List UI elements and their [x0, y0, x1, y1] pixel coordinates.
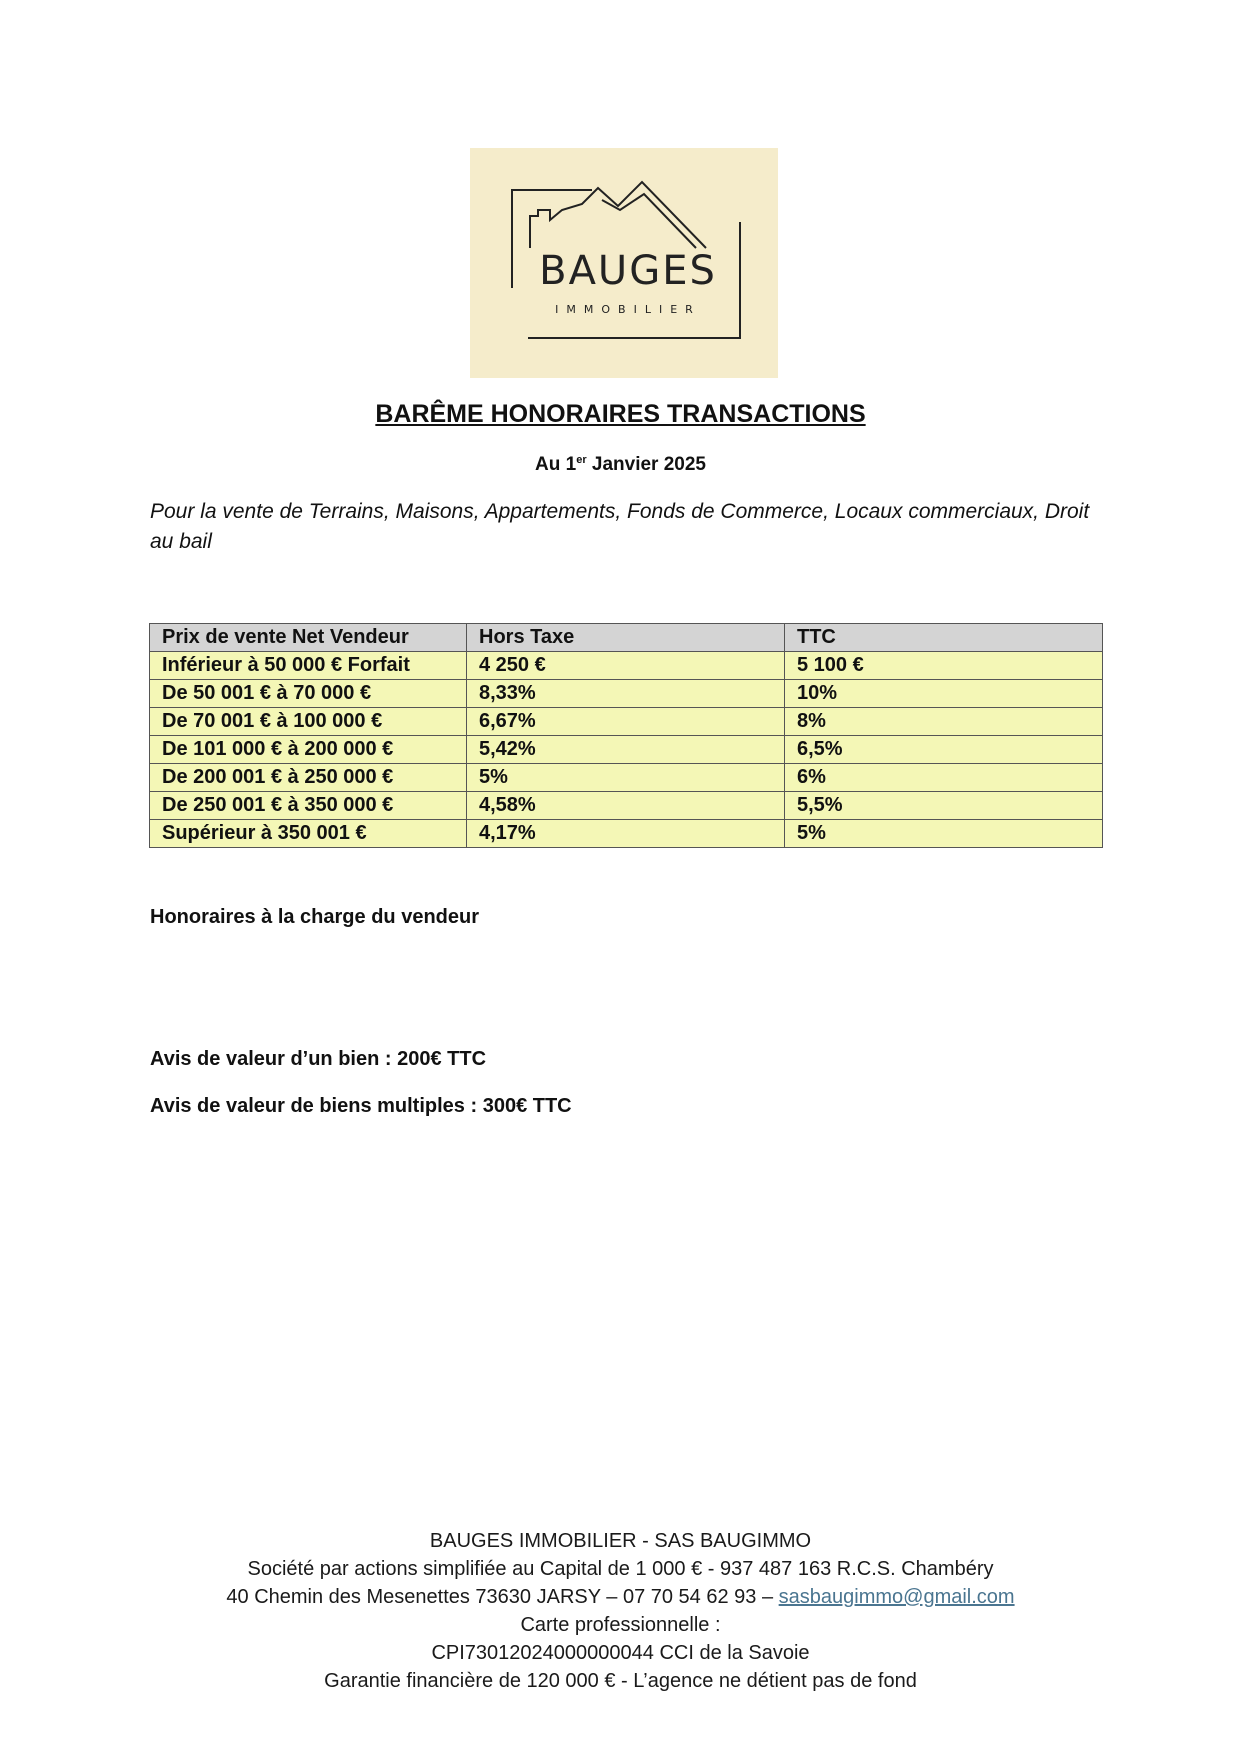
ttc-cell: 6%: [785, 764, 1103, 792]
footer-guarantee: Garantie financière de 120 000 € - L’agence ne détient pas de fond: [324, 1670, 917, 1692]
footer-card-number: CPI73012024000000044 CCI de la Savoie: [431, 1642, 810, 1664]
header-ht: Hors Taxe: [467, 624, 785, 652]
table-row: [150, 680, 1103, 708]
table-header-row: [150, 624, 1103, 652]
ttc-cell: 5 100 €: [785, 652, 1103, 680]
price-cell: De 200 001 € à 250 000 €: [150, 764, 467, 792]
ttc-cell: 6,5%: [785, 736, 1103, 764]
table-row: [150, 736, 1103, 764]
footer-company: BAUGES IMMOBILIER - SAS BAUGIMMO: [429, 1530, 812, 1552]
fee-table: [149, 623, 1103, 848]
price-cell: Inférieur à 50 000 € Forfait: [150, 652, 467, 680]
footer-address-text: 40 Chemin des Mesenettes 73630 JARSY – 07 70 54 62 93 –: [226, 1586, 779, 1608]
ttc-cell: 10%: [785, 680, 1103, 708]
intro-text: Pour la vente de Terrains, Maisons, Appartements, Fonds de Commerce, Locaux commerciaux, Droit au bail: [150, 500, 1090, 553]
price-cell: De 250 001 € à 350 000 €: [150, 792, 467, 820]
ht-cell: 5,42%: [467, 736, 785, 764]
date-sup: er: [576, 454, 587, 466]
date-suffix: Janvier 2025: [586, 454, 706, 475]
ht-cell: 4,17%: [467, 820, 785, 848]
charge-note: Honoraires à la charge du vendeur: [150, 906, 479, 928]
page-footer: [0, 1527, 1241, 1695]
price-cell: Supérieur à 350 001 €: [150, 820, 467, 848]
ht-cell: 8,33%: [467, 680, 785, 708]
header-ttc: TTC: [785, 624, 1103, 652]
price-cell: De 70 001 € à 100 000 €: [150, 708, 467, 736]
logo-subtitle: IMMOBILIER: [555, 303, 701, 316]
ttc-cell: 8%: [785, 708, 1103, 736]
footer-legal: Société par actions simplifiée au Capital de 1 000 € - 937 487 163 R.C.S. Chambéry: [247, 1558, 994, 1580]
ht-cell: 5%: [467, 764, 785, 792]
footer-address: [0, 1583, 1241, 1611]
table-row: [150, 708, 1103, 736]
ht-cell: 4 250 €: [467, 652, 785, 680]
email-link[interactable]: sasbaugimmo@gmail.com: [778, 1586, 1015, 1608]
ht-cell: 6,67%: [467, 708, 785, 736]
company-logo: [470, 148, 778, 378]
table-row: [150, 820, 1103, 848]
avis-single-note: Avis de valeur d’un bien : 200€ TTC: [150, 1048, 487, 1070]
effective-date: [0, 454, 1241, 476]
header-price: Prix de vente Net Vendeur: [150, 624, 467, 652]
footer-card-label: Carte professionnelle :: [520, 1614, 721, 1636]
price-cell: De 50 001 € à 70 000 €: [150, 680, 467, 708]
ht-cell: 4,58%: [467, 792, 785, 820]
table-row: [150, 792, 1103, 820]
logo-name: BAUGES: [539, 248, 717, 294]
ttc-cell: 5,5%: [785, 792, 1103, 820]
table-row: [150, 764, 1103, 792]
ttc-cell: 5%: [785, 820, 1103, 848]
table-row: [150, 652, 1103, 680]
page-title: BARÊME HONORAIRES TRANSACTIONS: [375, 400, 866, 428]
avis-multiple-note: Avis de valeur de biens multiples : 300€ TTC: [150, 1095, 572, 1117]
date-prefix: Au 1: [535, 454, 577, 475]
price-cell: De 101 000 € à 200 000 €: [150, 736, 467, 764]
